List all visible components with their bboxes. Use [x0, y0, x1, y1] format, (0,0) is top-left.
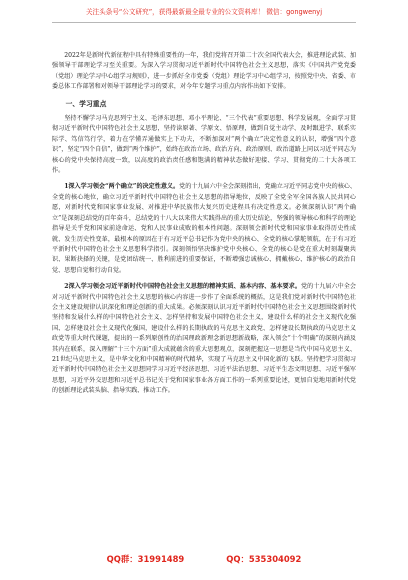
item-1-paragraph [52, 182, 356, 276]
section-heading-study-focus: 一、学习重点 [65, 99, 107, 108]
header-banner: 关注头条号“公文研究”，获得最新最全最专业的公文资料库！ 微信：gongwenyj [85, 8, 323, 16]
item-2-paragraph [52, 282, 356, 396]
study-focus-paragraph: 坚持不懈学习马克思列宁主义、毛泽东思想、邓小平理论、“三个代表”重要思想、科学发展观，全面学习贯彻习近平新时代中国特色社会主义思想，坚持读原著、学原文、悟原理，做到自觉主动学、及时跟进学、联系实际学、笃信笃行学，着力在学懂弄通做实上下功夫，不断加深对“两个确立”决定性意义的认识，增强“四个意识”，坚定“四个自信”，做到“两个维护”，始终在政治立场、政治方向、政治原则、政治道路上同以习近平同志为核心的党中央保持高度一致，以高度的政治责任感和饱满的精神状态做好迎接、学习、贯彻党的二十大各项工作。 [52, 115, 356, 175]
header-rule [52, 22, 356, 23]
item-1-title: 1深入学习领会“两个确立”的决定性意义。 [64, 183, 180, 191]
footer-qq-group: QQ群：31991489 [106, 554, 185, 564]
item-1-body: 党的十九届六中全会深刻指出，党确立习近平同志党中央的核心、全党的核心地位，确立习近平新时代中国特色社会主义思想的指导地位，反映了全党全军全国各族人民共同心愿，对新时代党和国家事业发展、对推进中华民族伟大复兴历史进程具有决定性意义。必须深刻认识“两个确立”是深刻总结党的百年奋斗，总结党的十八大以来伟大实践得出的重大历史结论，坚强的领导核心和科学的理论指导是关乎党和国家前途命运、党和人民事业成败的根本性问题。深刻领会新时代党和国家事业取得历史性成就、发生历史性变革，最根本的原因在于有习近平总书记作为党中央的核心、全党的核心掌舵领航，在于有习近平新时代中国特色社会主义思想科学指引。深刻领悟坚决维护党中央核心、全党的核心是党在重大时刻凝聚共识、果断抉择的关键，是党团结统一、胜利前进的重要保证，不断增强忠诚核心、拥戴核心、维护核心的政治自觉、思想自觉和行动自觉。 [52, 183, 357, 274]
item-2-title: 2深入学习领会习近平新时代中国特色社会主义思想的精神实质、基本内容、基本要求。 [64, 283, 301, 291]
intro-paragraph: 2022年是新时代新征程中具有特殊重要性的一年，我们党将召开第二十次全国代表大会，推进理论武装、加强领导干部理论学习至关重要。为深入学习贯彻习近平新时代中国特色社会主义思想，落实《中国共产党党委（党组）理论学习中心组学习规则》，进一步抓好全市党委（党组）理论学习中心组学习，按照党中央、省委、市委总体工作部署和对领导干部理论学习的要求，对今年专题学习重点内容作出如下安排。 [52, 52, 356, 91]
footer-qq-number: QQ：535304092 [226, 554, 302, 564]
contact-footer [52, 553, 356, 565]
document-body [52, 51, 356, 397]
item-2-body: 党的十九届六中全会对习近平新时代中国特色社会主义思想的核心内容进一步作了全面系统的概括，这是我们党对新时代中国特色社会主义建设规律认识深化和理论创新的重大成果。必须深刻认识习近平新时代中国特色社会主义思想围绕新时代坚持和发展什么样的中国特色社会主义、怎样坚持和发展中国特色社会主义，建设什么样的社会主义现代化强国、怎样建设社会主义现代化强国，建设什么样的长期执政的马克思主义政党、怎样建设长期执政的马克思主义政党等重大时代课题，提出的一系列原创性的治国理政新理念新思想新战略，深入领会“十个明确”的深刻内涵及其内在联系，深入理解“十三个方面”重大成就蕴含的重大思想观点，深刻把握这一思想是当代中国马克思主义、21世纪马克思主义，是中华文化和中国精神的时代精华，实现了马克思主义中国化新的飞跃。坚持把学习贯彻习近平新时代中国特色社会主义思想同学习习近平经济思想、习近平法治思想、习近平生态文明思想、习近平强军思想，习近平外交思想和习近平总书记关于党和国家事业各方面工作的一系列重要论述，更加自觉地用新时代党的创新理论武装头脑、指导实践、推动工作。 [52, 283, 356, 395]
